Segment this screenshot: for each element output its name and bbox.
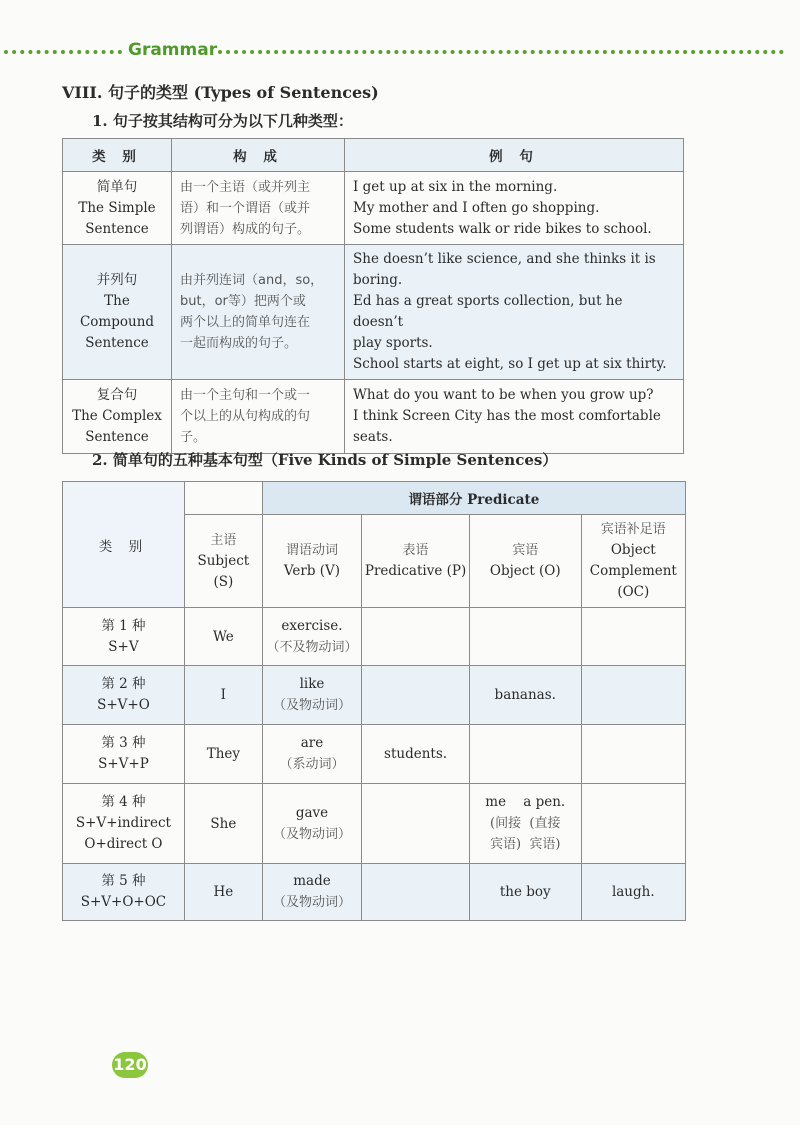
category-cell (63, 380, 172, 454)
category-cn: 简单句 (96, 178, 138, 195)
category-en: Sentence (85, 220, 149, 237)
kind-formula: S+V+O+OC (80, 894, 167, 910)
category-en: The Simple (78, 199, 156, 216)
kind-label: 第 2 种 (101, 676, 146, 692)
example-line: boring. (353, 272, 403, 288)
kind-formula: S+V+indirect (75, 815, 171, 831)
header-verb-en: Verb (V) (283, 563, 341, 579)
kind-formula: O+direct O (84, 836, 163, 852)
verb-word: gave (295, 804, 329, 821)
verb-note: （及物动词） (272, 895, 351, 910)
example-line: play sports. (353, 335, 433, 351)
page-number-badge: 120 (112, 1052, 148, 1078)
object-cell (469, 784, 581, 864)
complement-cell (581, 608, 685, 666)
header-predicative (362, 515, 470, 608)
kind-cell (63, 864, 185, 921)
header-subject-cn: 主语 (210, 532, 237, 548)
subject-cell: I (184, 666, 262, 725)
header-examples: 例 句 (345, 139, 684, 172)
example-line: Some students walk or ride bikes to school. (353, 220, 652, 237)
table-row (63, 784, 686, 864)
verb-cell (262, 608, 361, 666)
predicative-cell (362, 608, 470, 666)
complement-cell: laugh. (581, 864, 685, 921)
header-predicate: 谓语部分 Predicate (262, 482, 685, 515)
header-object-en: Object (O) (489, 563, 561, 579)
object-words: me a pen. (485, 794, 566, 810)
subject-cell: They (184, 725, 262, 784)
structure-line: 一起而构成的句子。 (180, 336, 298, 351)
section-heading: VIII. 句子的类型 (Types of Sentences) (62, 83, 379, 102)
kind-label: 第 4 种 (101, 794, 146, 810)
category-en: Sentence (85, 429, 149, 445)
table-row (63, 172, 684, 245)
kind-cell (63, 784, 185, 864)
structure-line: 由一个主语（或并列主 (180, 179, 311, 195)
section-label: Grammar (128, 40, 218, 60)
kind-cell (63, 608, 185, 666)
subject-cell: He (184, 864, 262, 921)
kind-formula: S+V+O (97, 697, 150, 713)
verb-cell (262, 864, 361, 921)
predicative-cell (362, 666, 470, 725)
header-object-cn: 宾语 (512, 543, 539, 558)
header-object (469, 515, 581, 608)
header-complement-en: (OC) (617, 584, 650, 600)
object-cell (469, 608, 581, 666)
table-row (63, 608, 686, 666)
complement-cell (581, 725, 685, 784)
table-row (63, 864, 686, 921)
subject-cell: We (184, 608, 262, 666)
header-verb-cn: 谓语动词 (285, 543, 338, 558)
section-header (0, 40, 800, 62)
kind-label: 第 3 种 (101, 735, 146, 751)
header-complement (581, 515, 685, 608)
kind-formula: S+V (108, 638, 139, 655)
header-verb (262, 515, 361, 608)
object-cell: bananas. (469, 666, 581, 725)
example-line: I think Screen City has the most comfortable (353, 408, 661, 424)
kind-label: 第 1 种 (101, 617, 146, 634)
verb-cell (262, 725, 361, 784)
simple-sentence-patterns-table (62, 481, 686, 921)
examples-cell (345, 380, 684, 454)
dotted-rule-right (218, 50, 784, 54)
category-cn: 复合句 (96, 387, 138, 403)
predicative-cell (362, 784, 470, 864)
verb-cell (262, 666, 361, 725)
category-en: The Compound (79, 293, 155, 330)
header-blank (184, 482, 262, 515)
verb-word: made (293, 873, 331, 889)
subject-cell: She (184, 784, 262, 864)
subheading-1: 1. 句子按其结构可分为以下几种类型： (92, 112, 353, 130)
example-line: What do you want to be when you grow up? (353, 387, 654, 403)
table-row (63, 725, 686, 784)
verb-cell (262, 784, 361, 864)
example-line: seats. (353, 429, 393, 445)
structure-line: 列谓语）构成的句子。 (180, 221, 311, 237)
example-line: Ed has a great sports collection, but he doesn’t (353, 293, 623, 330)
category-en: Sentence (85, 335, 149, 351)
object-cell (469, 725, 581, 784)
table-row (63, 380, 684, 454)
header-complement-en: Object (610, 542, 656, 558)
examples-cell (345, 245, 684, 380)
header-structure: 构 成 (172, 139, 345, 172)
complement-cell (581, 784, 685, 864)
table-row (63, 245, 684, 380)
example-line: I get up at six in the morning. (353, 178, 558, 195)
kind-cell (63, 725, 185, 784)
object-note: (间接 (直接 (490, 816, 561, 831)
structure-line: but，or等）把两个或 (180, 294, 306, 309)
category-cell (63, 172, 172, 245)
structure-line: 由一个主句和一个或一 (180, 388, 311, 403)
verb-word: like (299, 676, 325, 692)
header-predicative-cn: 表语 (402, 543, 429, 558)
complement-cell (581, 666, 685, 725)
structure-line: 子。 (180, 430, 207, 445)
sentence-types-table (62, 138, 684, 454)
object-cell: the boy (469, 864, 581, 921)
header-predicative-en: Predicative (P) (364, 563, 467, 579)
kind-label: 第 5 种 (101, 873, 146, 889)
category-cell (63, 245, 172, 380)
header-complement-cn: 宾语补足语 (600, 522, 666, 537)
header-complement-en: Complement (589, 563, 677, 579)
verb-note: （及物动词） (272, 826, 351, 842)
dotted-rule-left (4, 50, 122, 54)
header-subject (184, 515, 262, 608)
structure-cell (172, 245, 345, 380)
object-note: 宾语) 宾语) (490, 837, 561, 852)
predicative-cell (362, 864, 470, 921)
verb-note: （及物动词） (272, 698, 351, 713)
structure-line: 由并列连词（and，so， (180, 273, 324, 288)
example-line: My mother and I often go shopping. (353, 199, 600, 216)
header-category: 类 别 (63, 139, 172, 172)
kind-formula: S+V+P (98, 756, 149, 772)
verb-note: （系动词） (279, 757, 345, 772)
header-subject-en: Subject (S) (197, 552, 250, 590)
structure-line: 个以上的从句构成的句 (180, 409, 311, 424)
examples-cell (345, 172, 684, 245)
table-header-row (63, 139, 684, 172)
table-row (63, 666, 686, 725)
predicative-cell: students. (362, 725, 470, 784)
header-category: 类 别 (63, 482, 185, 608)
example-line: School starts at eight, so I get up at six thirty. (353, 356, 667, 372)
verb-note: （不及物动词） (266, 639, 358, 655)
category-cn: 并列句 (96, 272, 138, 288)
structure-cell (172, 380, 345, 454)
subheading-2: 2. 简单句的五种基本句型（Five Kinds of Simple Sentences） (92, 451, 558, 469)
category-en: The Complex (72, 408, 162, 424)
structure-cell (172, 172, 345, 245)
structure-line: 语）和一个谓语（或并 (180, 200, 311, 216)
verb-word: exercise. (281, 617, 343, 634)
table-header-row (63, 482, 686, 515)
structure-line: 两个以上的简单句连在 (180, 315, 311, 330)
kind-cell (63, 666, 185, 725)
verb-word: are (300, 735, 324, 751)
example-line: She doesn’t like science, and she thinks it is (353, 251, 656, 267)
